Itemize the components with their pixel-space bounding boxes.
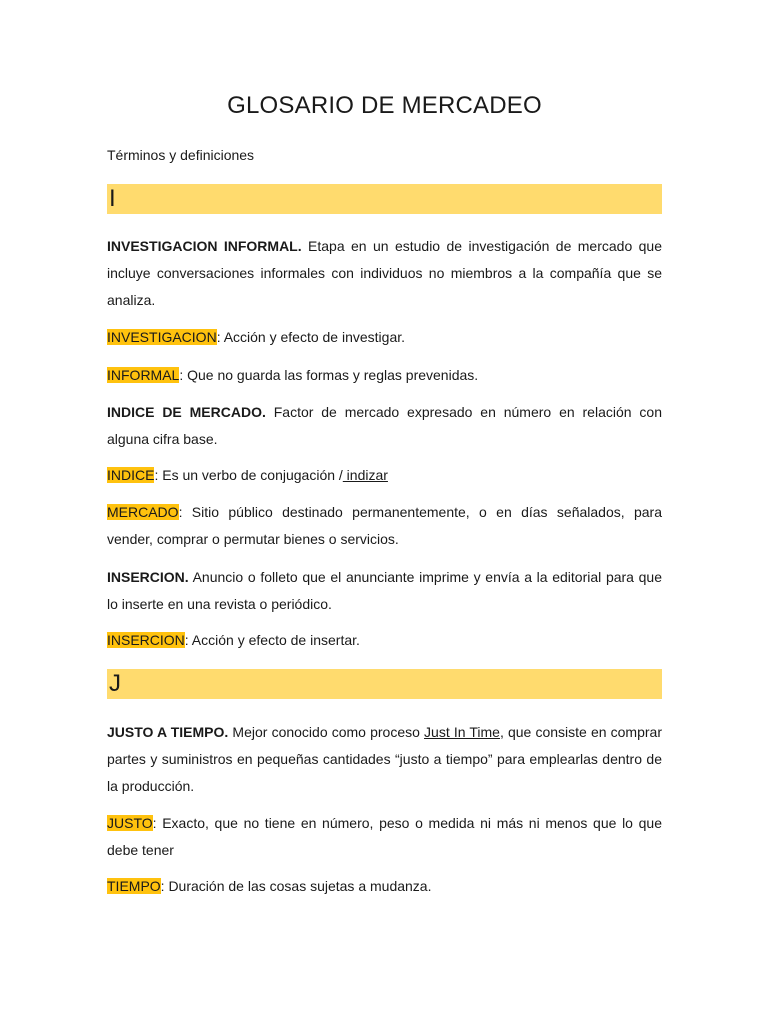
entry-term-highlighted: INSERCION [107, 632, 185, 648]
entry-definition: : Es un verbo de conjugación / [154, 467, 343, 483]
glossary-entry [107, 873, 662, 900]
entry-definition: Anuncio o folleto que el anunciante imprime y envía a la editorial para que lo inserte en una revista o periódico. [107, 569, 662, 612]
indizar-link[interactable]: indizar [342, 467, 388, 483]
glossary-entry [107, 324, 662, 351]
entry-definition-lead: Mejor conocido como proceso [228, 724, 425, 740]
entry-definition: : Sitio público destinado permanentemente, o en días señalados, para vender, comprar o permutar bienes o servicios. [107, 504, 662, 547]
page-subtitle: Términos y definiciones [107, 147, 255, 163]
glossary-entry [107, 564, 662, 618]
entry-definition: : Que no guarda las formas y reglas prevenidas. [179, 367, 479, 383]
entry-definition: , que consiste en comprar partes y suministros en pequeñas cantidades “justo a tiempo” para emplearlas dentro de la producción. [107, 724, 662, 794]
section-letter-i: I [107, 184, 662, 214]
entry-term-highlighted: INDICE [107, 467, 155, 483]
entry-definition: Etapa en un estudio de investigación de mercado que incluye conversaciones informales con individuos no miembros a la compañía que se analiza. [107, 238, 662, 308]
entry-term: INSERCION. [107, 569, 189, 585]
entry-term-highlighted: INVESTIGACION [107, 329, 217, 345]
glossary-entry [107, 627, 662, 654]
entry-definition: : Acción y efecto de investigar. [216, 329, 406, 345]
glossary-entry [107, 499, 662, 553]
glossary-entry [107, 810, 662, 864]
entry-definition: Factor de mercado expresado en número en relación con alguna cifra base. [107, 404, 662, 447]
entry-term-highlighted: MERCADO [107, 504, 179, 520]
entry-term: INDICE DE MERCADO. [107, 404, 266, 420]
glossary-entry [107, 233, 662, 314]
page-title: GLOSARIO DE MERCADEO [227, 92, 542, 119]
entry-term: INVESTIGACION INFORMAL. [107, 238, 302, 254]
glossary-entry [107, 719, 662, 800]
section-letter-j: J [107, 669, 662, 699]
entry-definition: : Exacto, que no tiene en número, peso o medida ni más ni menos que lo que debe tener [107, 815, 662, 858]
just-in-time-link[interactable]: Just In Time [424, 724, 500, 740]
entry-term-highlighted: INFORMAL [107, 367, 180, 383]
entry-definition: : Acción y efecto de insertar. [184, 632, 360, 648]
entry-term-highlighted: JUSTO [107, 815, 153, 831]
glossary-entry [107, 362, 662, 389]
entry-definition: : Duración de las cosas sujetas a mudanza. [160, 878, 432, 894]
entry-term: JUSTO A TIEMPO. [107, 724, 229, 740]
glossary-entry [107, 399, 662, 453]
glossary-entry [107, 462, 662, 489]
entry-term-highlighted: TIEMPO [107, 878, 161, 894]
